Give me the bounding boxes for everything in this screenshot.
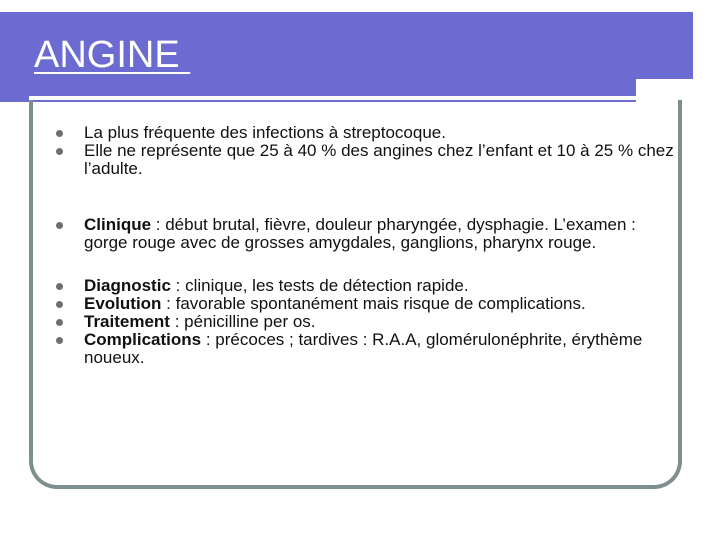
bullet-group — [54, 216, 674, 252]
title-band-corner — [636, 79, 693, 102]
bullet-dot-icon — [56, 319, 63, 326]
bullet-text: La plus fréquente des infections à streptocoque. — [84, 123, 446, 142]
bullet-label: Complications — [84, 330, 202, 349]
bullet-label: Diagnostic — [84, 276, 171, 295]
slide-title: ANGINE — [34, 34, 191, 76]
bullet-text: : précoces ; tardives : R.A.A, glomérulonéphrite, érythème noueux. — [84, 330, 643, 367]
bullet-text: : clinique, les tests de détection rapide. — [170, 276, 469, 295]
bullet-dot-icon — [56, 283, 63, 290]
bullet-item — [54, 277, 674, 295]
bullet-item — [54, 313, 674, 331]
bullet-text: Elle ne représente que 25 à 40 % des angines chez l’enfant et 10 à 25 % chez l’adulte. — [84, 141, 674, 178]
bullet-group — [54, 277, 674, 367]
bullet-item — [54, 331, 674, 367]
bullet-dot-icon — [56, 130, 63, 137]
bullet-item — [54, 295, 674, 313]
bullet-dot-icon — [56, 301, 63, 308]
bullet-label: Clinique — [84, 215, 152, 234]
bullet-item — [54, 216, 674, 252]
bullet-dot-icon — [56, 148, 63, 155]
bullet-label: Traitement — [84, 312, 170, 331]
bullet-group — [54, 124, 674, 178]
bullet-text: : début brutal, fièvre, douleur pharyngée, dysphagie. L’examen : gorge rouge avec de grosses amygdales, ganglions, pharynx rouge. — [84, 215, 636, 252]
bullet-label: Evolution — [84, 294, 162, 313]
bullet-text: : favorable spontanément mais risque de complications. — [161, 294, 586, 313]
bullet-dot-icon — [56, 222, 63, 229]
bullet-text: : pénicilline per os. — [169, 312, 316, 331]
bullet-item — [54, 142, 674, 178]
bullet-item — [54, 124, 674, 142]
bullet-dot-icon — [56, 337, 63, 344]
slide-content — [54, 124, 674, 367]
